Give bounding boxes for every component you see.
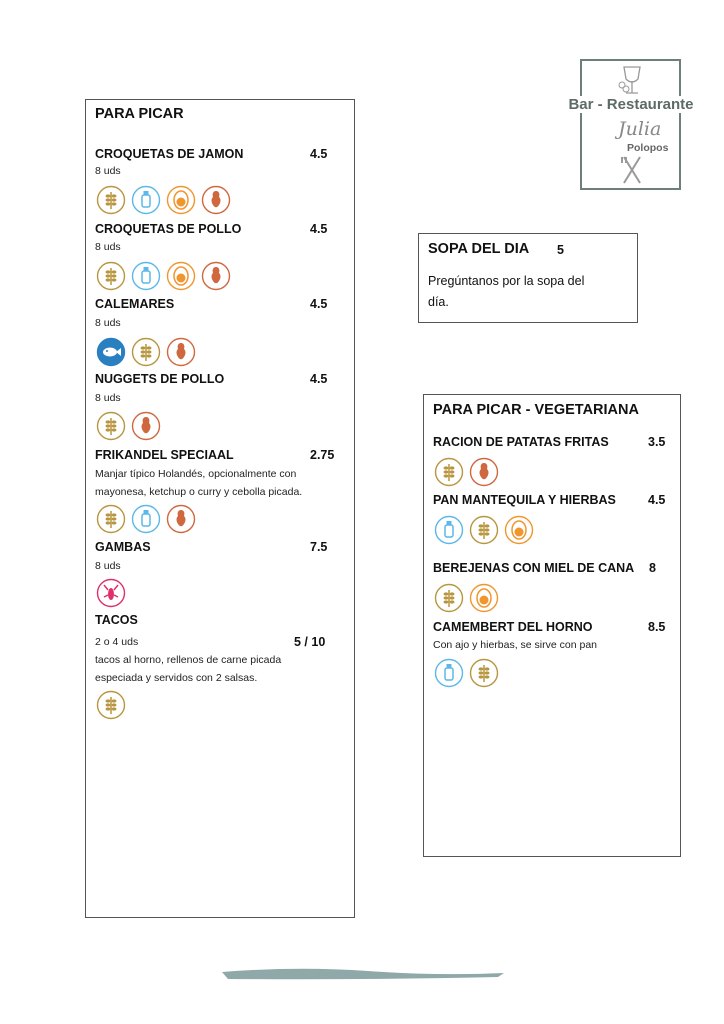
item-price: 3.5 bbox=[648, 435, 666, 449]
peanut-allergen-icon bbox=[166, 504, 196, 534]
egg-allergen-icon bbox=[166, 261, 196, 291]
item-price: 8.5 bbox=[648, 620, 666, 634]
item-description: tacos al horno, rellenos de carne picada bbox=[95, 654, 282, 666]
gluten-allergen-icon bbox=[469, 658, 499, 688]
milk-allergen-icon bbox=[434, 515, 464, 545]
item-name: GAMBAS bbox=[95, 540, 151, 554]
peanut-allergen-icon bbox=[131, 411, 161, 441]
item-description: mayonesa, ketchup o curry y cebolla picada. bbox=[95, 486, 303, 498]
milk-allergen-icon bbox=[131, 261, 161, 291]
logo-title: Bar - Restaurante bbox=[557, 96, 705, 113]
item-description: Con ajo y hierbas, se sirve con pan bbox=[433, 639, 598, 651]
gluten-allergen-icon bbox=[96, 411, 126, 441]
item-name: CROQUETAS DE POLLO bbox=[95, 222, 242, 236]
item-name: CAMEMBERT DEL HORNO bbox=[433, 620, 593, 634]
peanut-allergen-icon bbox=[166, 337, 196, 367]
gluten-allergen-icon bbox=[131, 337, 161, 367]
gluten-allergen-icon bbox=[434, 583, 464, 613]
wine-glass-icon bbox=[614, 65, 648, 97]
egg-allergen-icon bbox=[504, 515, 534, 545]
brush-stroke-divider bbox=[218, 962, 508, 984]
egg-allergen-icon bbox=[469, 583, 499, 613]
peanut-allergen-icon bbox=[201, 185, 231, 215]
item-price: 4.5 bbox=[310, 297, 328, 311]
item-name: TACOS bbox=[95, 613, 138, 627]
cutlery-icon bbox=[620, 155, 644, 185]
peanut-allergen-icon bbox=[201, 261, 231, 291]
item-price: 7.5 bbox=[310, 540, 328, 554]
soup-title: SOPA DEL DIA bbox=[428, 241, 530, 257]
item-name: CROQUETAS DE JAMON bbox=[95, 147, 244, 161]
item-price: 4.5 bbox=[310, 222, 328, 236]
milk-allergen-icon bbox=[131, 504, 161, 534]
item-name: NUGGETS DE POLLO bbox=[95, 372, 225, 386]
item-price: 4.5 bbox=[648, 493, 666, 507]
item-price: 2.75 bbox=[310, 448, 335, 462]
soup-desc-1: Pregúntanos por la sopa del bbox=[428, 274, 585, 288]
item-description: 8 uds bbox=[95, 241, 121, 253]
item-description: 8 uds bbox=[95, 560, 121, 572]
logo-name: Julia bbox=[618, 118, 662, 140]
peanut-allergen-icon bbox=[469, 457, 499, 487]
soup-price: 5 bbox=[557, 243, 564, 257]
item-price: 4.5 bbox=[310, 372, 328, 386]
item-name: CALEMARES bbox=[95, 297, 175, 311]
item-description: 8 uds bbox=[95, 392, 121, 404]
logo-location: Polopos bbox=[627, 142, 669, 154]
item-name: PAN MANTEQUILA Y HIERBAS bbox=[433, 493, 616, 507]
milk-allergen-icon bbox=[131, 185, 161, 215]
gluten-allergen-icon bbox=[96, 261, 126, 291]
egg-allergen-icon bbox=[166, 185, 196, 215]
gluten-allergen-icon bbox=[96, 185, 126, 215]
gluten-allergen-icon bbox=[96, 690, 126, 720]
section-title: PARA PICAR - VEGETARIANA bbox=[433, 402, 639, 418]
item-name: FRIKANDEL SPECIAAL bbox=[95, 448, 234, 462]
item-name: BEREJENAS CON MIEL DE CANA bbox=[433, 561, 635, 575]
item-description: especiada y servidos con 2 salsas. bbox=[95, 672, 258, 684]
item-price: 8 bbox=[649, 561, 656, 575]
gluten-allergen-icon bbox=[469, 515, 499, 545]
milk-allergen-icon bbox=[434, 658, 464, 688]
item-description: 8 uds bbox=[95, 165, 121, 177]
fish-allergen-icon bbox=[96, 337, 126, 367]
gluten-allergen-icon bbox=[434, 457, 464, 487]
item-description: Manjar típico Holandés, opcionalmente con bbox=[95, 468, 297, 480]
crustacean-allergen-icon bbox=[96, 578, 126, 608]
item-name: RACION DE PATATAS FRITAS bbox=[433, 435, 609, 449]
soup-desc-2: día. bbox=[428, 295, 449, 309]
item-price: 5 / 10 bbox=[294, 635, 326, 649]
item-description: 8 uds bbox=[95, 317, 121, 329]
item-description: 2 o 4 uds bbox=[95, 636, 139, 648]
item-price: 4.5 bbox=[310, 147, 328, 161]
section-title: PARA PICAR bbox=[95, 106, 184, 122]
gluten-allergen-icon bbox=[96, 504, 126, 534]
